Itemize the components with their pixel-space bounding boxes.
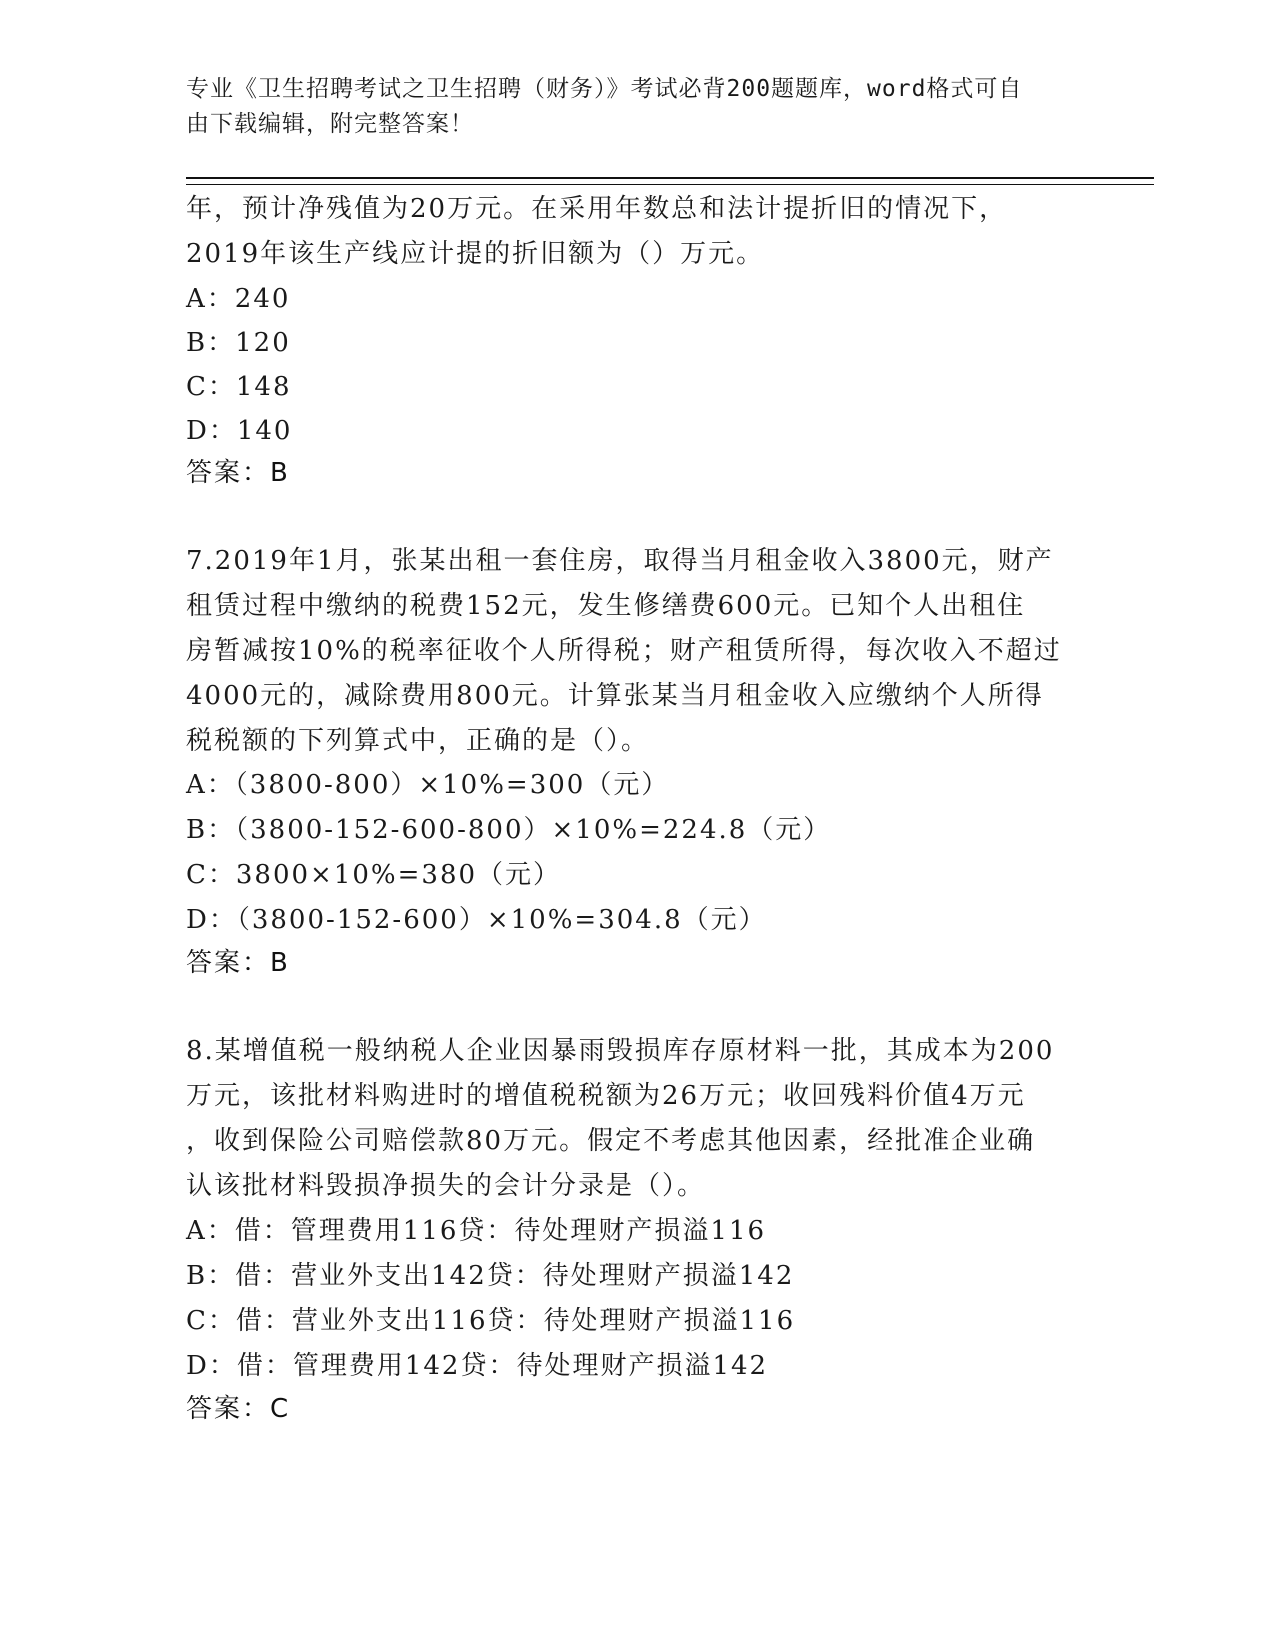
q8-text-line-4: 认该批材料毁损净损失的会计分录是（）。 bbox=[186, 1171, 706, 1201]
q6-answer: 答案：B bbox=[186, 458, 290, 488]
q8-answer: 答案：C bbox=[186, 1394, 291, 1424]
q8-text-line-3: ，收到保险公司赔偿款80万元。假定不考虑其他因素，经批准企业确 bbox=[186, 1126, 1036, 1156]
q7-option-b: B：（3800-152-600-800）×10%=224.8（元） bbox=[186, 815, 832, 845]
q6-option-a: A：240 bbox=[186, 284, 291, 314]
q7-option-c: C：3800×10%=380（元） bbox=[186, 860, 562, 890]
header-line-1: 专业《卫生招聘考试之卫生招聘（财务）》考试必背200题题库，word格式可自 bbox=[186, 76, 1023, 102]
q8-text-line-2: 万元，该批材料购进时的增值税税额为26万元；收回残料价值4万元 bbox=[186, 1081, 1026, 1111]
header-line-2: 由下载编辑，附完整答案！ bbox=[186, 111, 474, 137]
q7-answer: 答案：B bbox=[186, 948, 290, 978]
header-divider-thick bbox=[186, 177, 1154, 179]
q7-text-line-5: 税税额的下列算式中，正确的是（）。 bbox=[186, 726, 650, 756]
q7-text-line-1: 7.2019年1月，张某出租一套住房，取得当月租金收入3800元，财产 bbox=[186, 546, 1054, 576]
q7-option-a: A：（3800-800）×10%=300（元） bbox=[186, 770, 670, 800]
q6-option-b: B：120 bbox=[186, 328, 291, 358]
q7-text-line-2: 租赁过程中缴纳的税费152元，发生修缮费600元。已知个人出租住 bbox=[186, 591, 1026, 621]
q6-text-line-1: 年，预计净残值为20万元。在采用年数总和法计提折旧的情况下， bbox=[186, 194, 1008, 224]
q6-option-d: D：140 bbox=[186, 416, 293, 446]
q7-option-d: D：（3800-152-600）×10%=304.8（元） bbox=[186, 905, 767, 935]
q6-text-line-2: 2019年该生产线应计提的折旧额为（）万元。 bbox=[186, 239, 765, 269]
q7-text-line-3: 房暂减按10%的税率征收个人所得税；财产租赁所得，每次收入不超过 bbox=[186, 636, 1062, 666]
q8-option-d: D：借：管理费用142贷：待处理财产损溢142 bbox=[186, 1351, 769, 1381]
q8-option-c: C：借：营业外支出116贷：待处理财产损溢116 bbox=[186, 1306, 796, 1336]
q8-option-b: B：借：营业外支出142贷：待处理财产损溢142 bbox=[186, 1261, 795, 1291]
q8-option-a: A：借：管理费用116贷：待处理财产损溢116 bbox=[186, 1216, 767, 1246]
header-divider-thin bbox=[186, 184, 1154, 185]
q6-option-c: C：148 bbox=[186, 372, 292, 402]
q7-text-line-4: 4000元的，减除费用800元。计算张某当月租金收入应缴纳个人所得 bbox=[186, 681, 1044, 711]
document-header bbox=[186, 72, 1076, 142]
q8-text-line-1: 8.某增值税一般纳税人企业因暴雨毁损库存原材料一批，其成本为200 bbox=[186, 1036, 1055, 1066]
